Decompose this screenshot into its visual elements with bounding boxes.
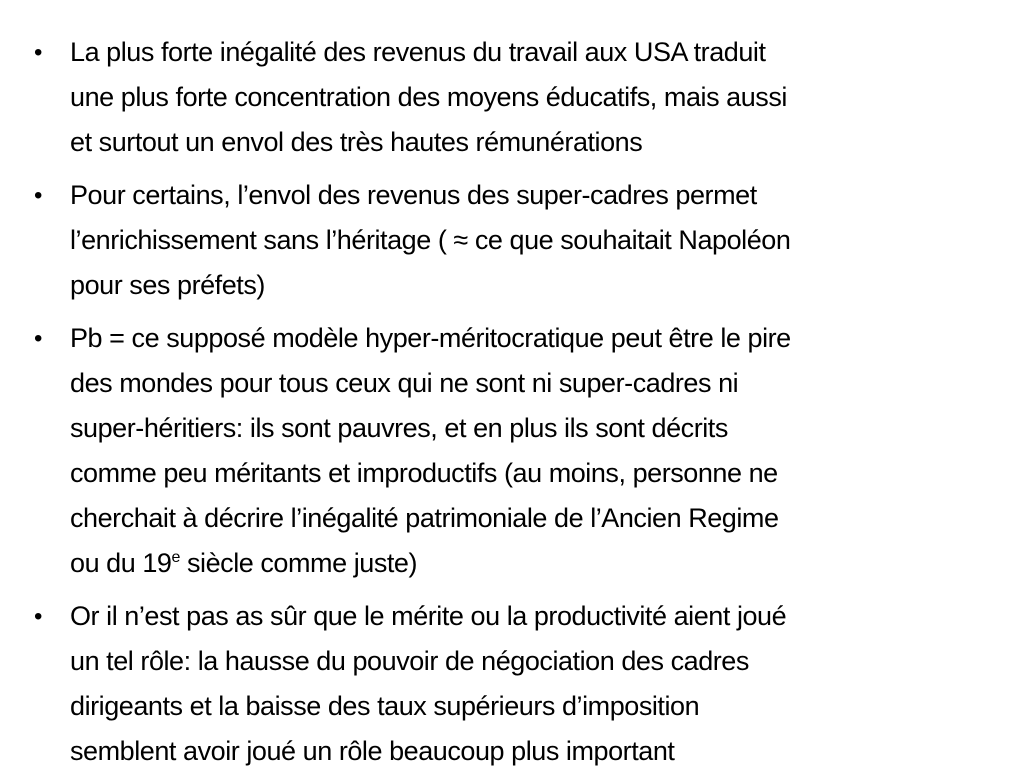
bullet-item-income-inequality bbox=[28, 30, 1016, 165]
bullet-icon: • bbox=[34, 603, 42, 630]
bullet-text-line: pour ses préfets) bbox=[70, 270, 265, 300]
bullet-text-line: dirigeants et la baisse des taux supérieurs d’imposition bbox=[70, 691, 700, 721]
bullet-icon: • bbox=[34, 182, 42, 209]
bullet-item-bargaining-power bbox=[28, 594, 1016, 774]
bullet-icon: • bbox=[34, 325, 42, 352]
century-text-before: ou du 19 bbox=[70, 548, 172, 578]
bullet-text-line: comme peu méritants et improductifs (au moins, personne ne bbox=[70, 458, 778, 488]
bullet-text-line: Or il n’est pas as sûr que le mérite ou la productivité aient joué bbox=[70, 601, 787, 631]
bullet-text-line: semblent avoir joué un rôle beaucoup plus important bbox=[70, 736, 675, 766]
bullet-text-line: l’enrichissement sans l’héritage ( ≈ ce que souhaitait Napoléon bbox=[70, 225, 791, 255]
bullet-text-line: un tel rôle: la hausse du pouvoir de négociation des cadres bbox=[70, 646, 749, 676]
bullet-text-line: et surtout un envol des très hautes rémunérations bbox=[70, 127, 643, 157]
bullet-text-line: super-héritiers: ils sont pauvres, et en plus ils sont décrits bbox=[70, 413, 728, 443]
century-superscript: e bbox=[171, 549, 180, 566]
bullet-text-line: La plus forte inégalité des revenus du travail aux USA traduit bbox=[70, 37, 766, 67]
bullet-icon: • bbox=[34, 39, 42, 66]
bullet-text-line-century bbox=[70, 541, 1016, 586]
bullet-text-line: des mondes pour tous ceux qui ne sont ni super-cadres ni bbox=[70, 368, 739, 398]
bullet-item-meritocratic-model bbox=[28, 316, 1016, 586]
bullet-text-line: Pb = ce supposé modèle hyper-méritocratique peut être le pire bbox=[70, 323, 791, 353]
bullet-text-line: Pour certains, l’envol des revenus des super-cadres permet bbox=[70, 180, 757, 210]
bullet-item-super-managers bbox=[28, 173, 1016, 308]
bullet-list bbox=[28, 30, 1016, 782]
bullet-text-line: cherchait à décrire l’inégalité patrimoniale de l’Ancien Regime bbox=[70, 503, 779, 533]
century-text-after: siècle comme juste) bbox=[179, 548, 418, 578]
bullet-text-line: une plus forte concentration des moyens éducatifs, mais aussi bbox=[70, 82, 787, 112]
